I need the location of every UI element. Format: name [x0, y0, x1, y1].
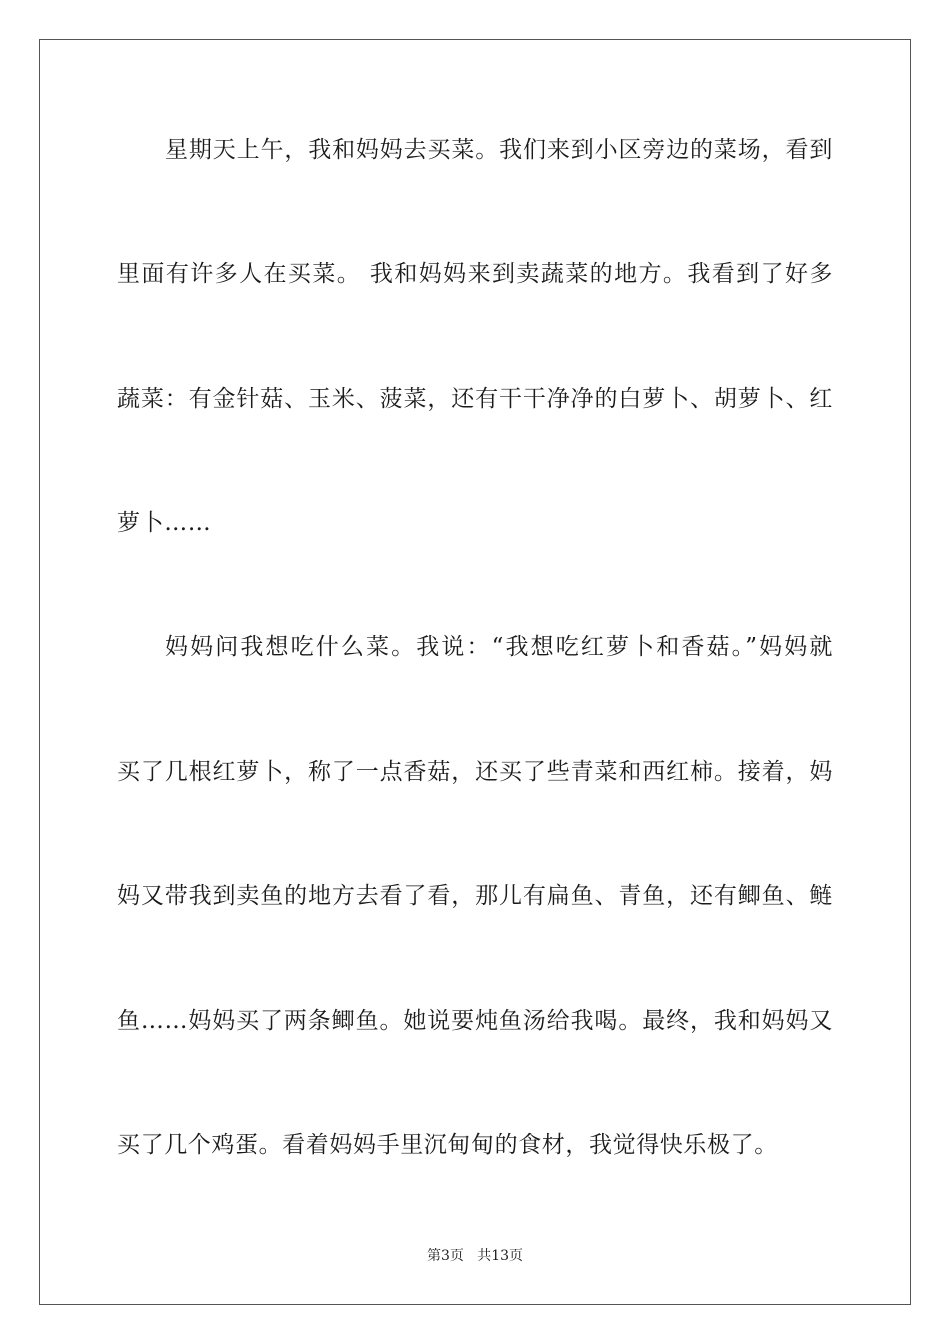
paragraph-2-line-3: 妈又带我到卖鱼的地方去看了看，那儿有扁鱼、青鱼，还有鲫鱼、鲢: [117, 883, 833, 909]
paragraph-2-line-2: 买了几根红萝卜，称了一点香菇，还买了些青菜和西红柿。接着，妈: [117, 759, 833, 785]
paragraph-1-line-4: 萝卜……: [117, 510, 212, 536]
paragraph-1-line-3: 蔬菜：有金针菇、玉米、菠菜，还有干干净净的白萝卜、胡萝卜、红: [117, 386, 833, 412]
page-border: [39, 39, 911, 1305]
paragraph-2-line-4: 鱼……妈妈买了两条鲫鱼。她说要炖鱼汤给我喝。最终，我和妈妈又: [117, 1008, 833, 1034]
paragraph-2-line-1: 妈妈问我想吃什么菜。我说：“我想吃红萝卜和香菇。”妈妈就: [165, 634, 833, 660]
paragraph-1-line-2: 里面有许多人在买菜。 我和妈妈来到卖蔬菜的地方。我看到了好多: [117, 261, 833, 287]
paragraph-1-line-1: 星期天上午，我和妈妈去买菜。我们来到小区旁边的菜场，看到: [165, 137, 833, 163]
page-number-footer: 第3页 共13页: [426, 1248, 524, 1264]
paragraph-2-line-5: 买了几个鸡蛋。看着妈妈手里沉甸甸的食材，我觉得快乐极了。: [117, 1132, 778, 1158]
